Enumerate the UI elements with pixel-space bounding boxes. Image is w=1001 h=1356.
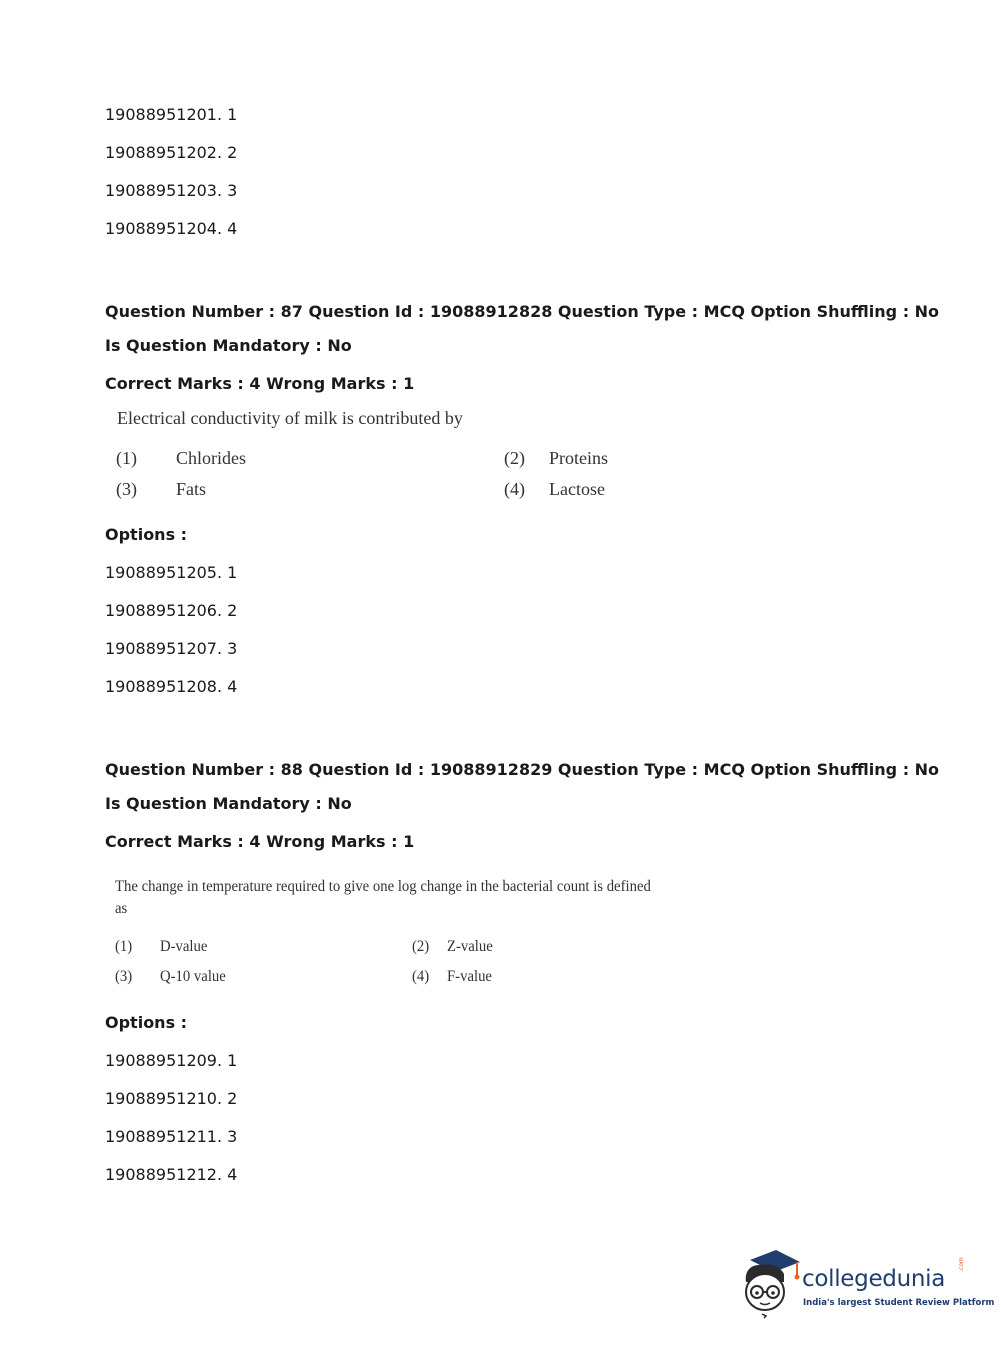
question-marks: Correct Marks : 4 Wrong Marks : 1 (105, 832, 415, 851)
question-text: Electrical conductivity of milk is contributed by (117, 408, 463, 428)
choice-number: (4) (504, 479, 525, 499)
choice-text: D-value (160, 938, 208, 955)
choice-number: (3) (115, 968, 133, 985)
question-text: The change in temperature required to give one log change in the bacterial count is defined (115, 878, 651, 895)
option-item: 19088951204. 4 (105, 219, 238, 238)
option-item: 19088951211. 3 (105, 1127, 238, 1146)
question-header: Question Number : 88 Question Id : 19088912829 Question Type : MCQ Option Shuffling : No (105, 760, 940, 779)
option-item: 19088951206. 2 (105, 601, 238, 620)
question-marks: Correct Marks : 4 Wrong Marks : 1 (105, 374, 415, 393)
option-item: 19088951203. 3 (105, 181, 238, 200)
choice-number: (3) (116, 479, 137, 499)
options-label: Options : (105, 525, 188, 544)
option-item: 19088951205. 1 (105, 563, 238, 582)
choice-text: Q-10 value (160, 968, 226, 985)
choice-number: (1) (116, 448, 137, 468)
question-text: as (115, 900, 128, 917)
option-item: 19088951212. 4 (105, 1165, 238, 1184)
logo-tagline: India's largest Student Review Platform (803, 1298, 995, 1308)
option-item: 19088951210. 2 (105, 1089, 238, 1108)
choice-text: Chlorides (176, 448, 246, 468)
choice-text: F-value (447, 968, 492, 985)
collegedunia-logo (740, 1248, 995, 1320)
choice-text: Proteins (549, 448, 609, 468)
choice-number: (2) (412, 938, 430, 955)
choice-text: Z-value (447, 938, 493, 955)
options-label: Options : (105, 1013, 188, 1032)
option-item: 19088951207. 3 (105, 639, 238, 658)
question-mandatory: Is Question Mandatory : No (105, 336, 352, 355)
choice-text: Fats (176, 479, 207, 499)
choice-number: (4) (412, 968, 430, 985)
logo-name: collegedunia (802, 1266, 946, 1292)
choice-text: Lactose (549, 479, 605, 499)
option-item: 19088951209. 1 (105, 1051, 238, 1070)
logo-suffix: .com (958, 1257, 965, 1272)
choice-number: (1) (115, 938, 133, 955)
question-header: Question Number : 87 Question Id : 19088912828 Question Type : MCQ Option Shuffling : No (105, 302, 940, 321)
option-item: 19088951202. 2 (105, 143, 238, 162)
choice-number: (2) (504, 448, 525, 468)
question-mandatory: Is Question Mandatory : No (105, 794, 352, 813)
option-item: 19088951201. 1 (105, 105, 238, 124)
mascot-icon (740, 1248, 802, 1320)
option-item: 19088951208. 4 (105, 677, 238, 696)
